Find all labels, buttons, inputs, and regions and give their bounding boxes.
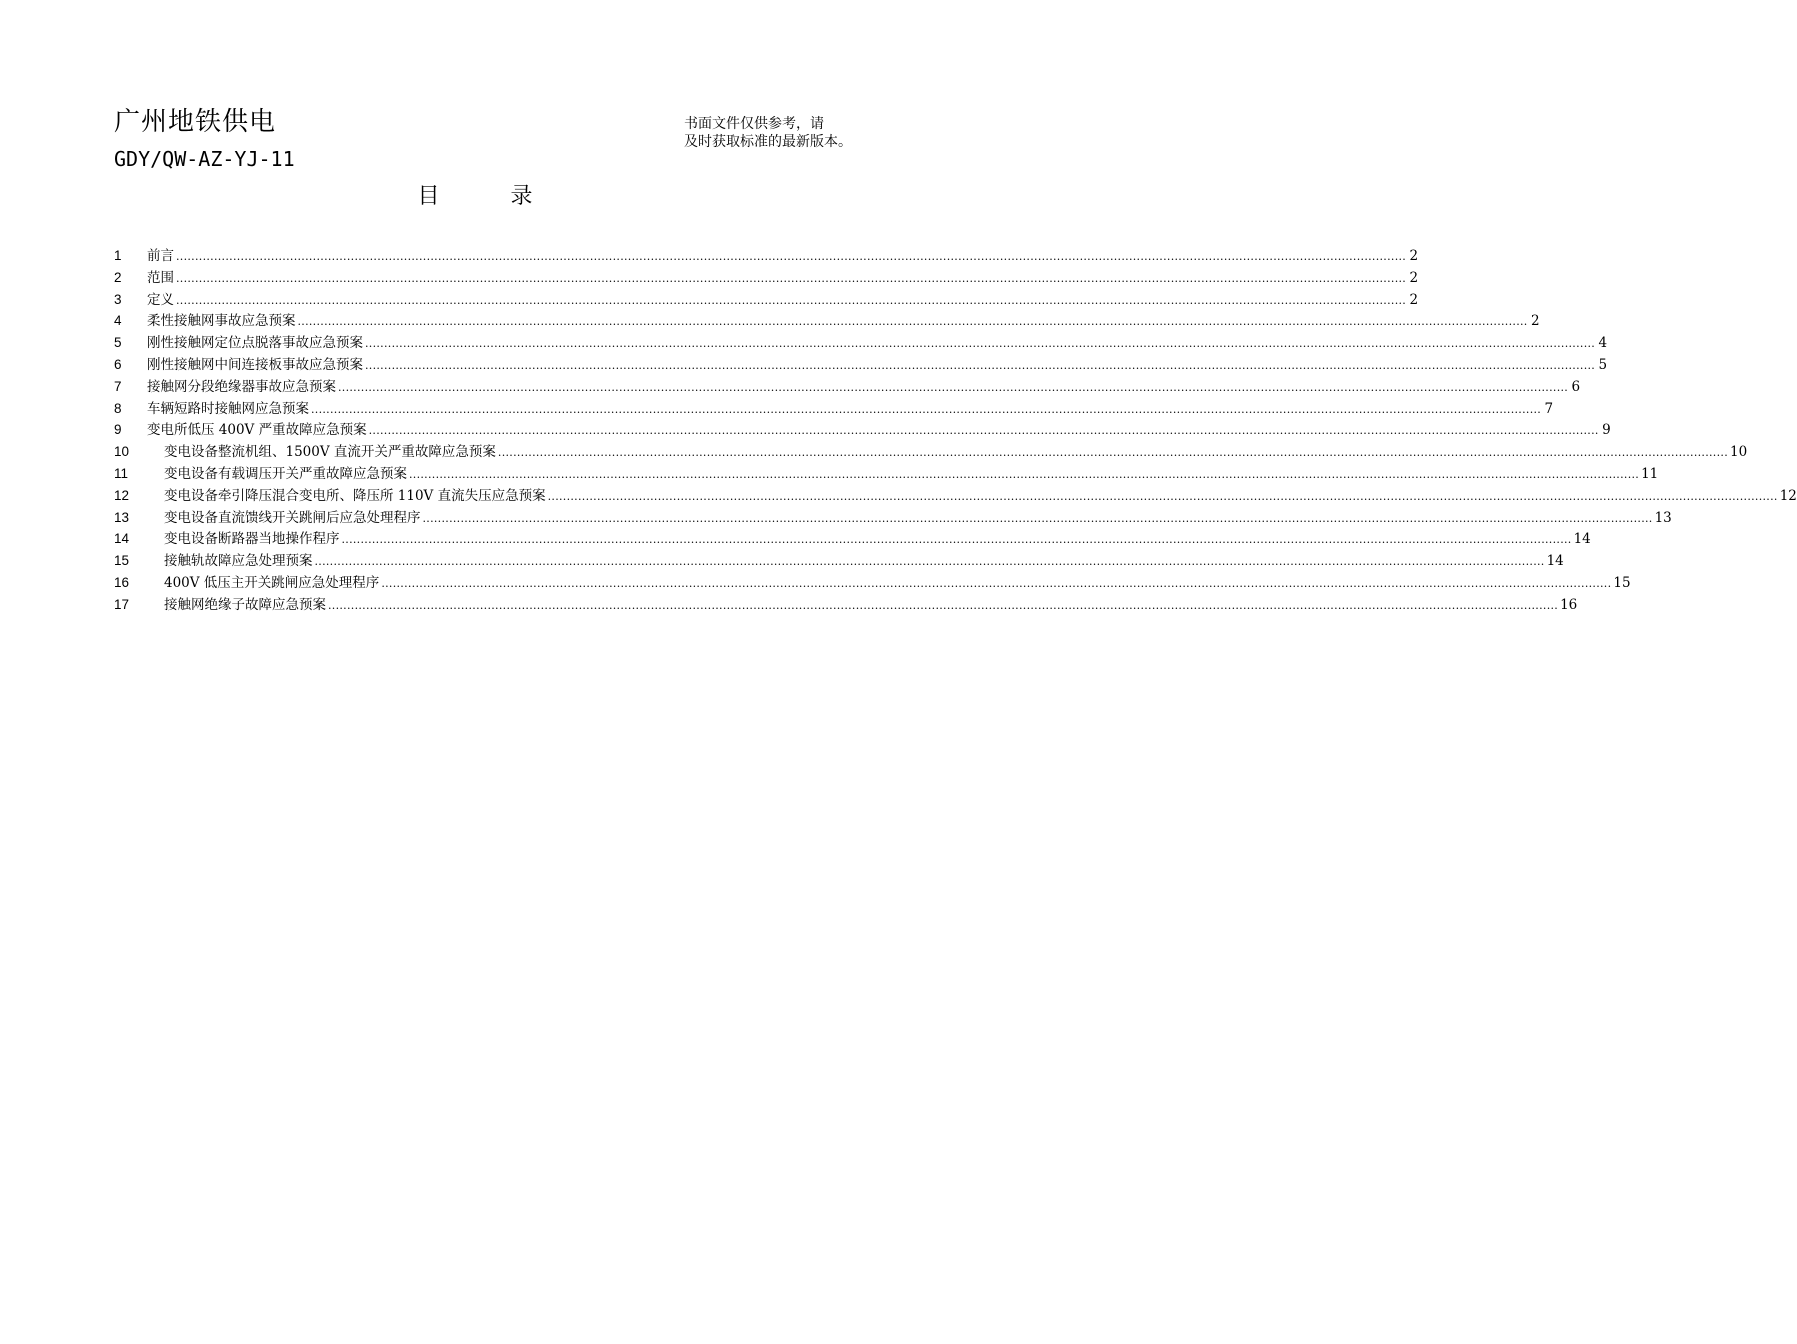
toc-entry-number: 14	[114, 531, 130, 547]
toc-entry-number: 12	[114, 487, 130, 503]
toc-entry[interactable]	[114, 354, 1608, 376]
toc-leader-dots	[498, 442, 1728, 464]
toc-entry-number: 2	[114, 269, 122, 285]
toc-entry-page: 12	[1779, 487, 1797, 504]
toc-entry-title: 接触网分段绝缘器事故应急预案	[147, 378, 336, 395]
toc-entry-title: 接触轨故障应急处理预案	[164, 553, 313, 570]
toc-entry-page: 9	[1602, 422, 1611, 439]
toc-entry-page: 2	[1531, 313, 1540, 330]
toc-entry[interactable]	[114, 441, 1748, 463]
toc-entry[interactable]	[114, 310, 1540, 332]
toc-entry[interactable]	[114, 267, 1419, 289]
toc-entry-number: 6	[114, 356, 122, 372]
toc-entry[interactable]	[114, 572, 1631, 594]
toc-leader-dots	[548, 486, 1778, 508]
toc-entry-title: 变电设备直流馈线开关跳闸后应急处理程序	[164, 509, 421, 526]
toc-leader-dots	[409, 464, 1639, 486]
toc-leader-dots	[298, 311, 1528, 333]
toc-leader-dots	[365, 333, 1595, 355]
toc-entry-title: 范围	[147, 269, 174, 286]
toc-entry-page: 11	[1641, 465, 1659, 482]
toc-entry-number: 5	[114, 335, 122, 351]
table-of-contents	[114, 245, 1797, 616]
toc-entry-page: 16	[1560, 596, 1578, 613]
toc-entry-title: 车辆短路时接触网应急预案	[147, 400, 309, 417]
toc-entry-title: 变电设备有载调压开关严重故障应急预案	[164, 465, 407, 482]
toc-entry[interactable]	[114, 463, 1659, 485]
toc-entry-number: 11	[114, 465, 129, 481]
toc-entry-page: 6	[1571, 378, 1581, 395]
notice-line-1: 书面文件仅供参考，请	[684, 116, 824, 132]
toc-entry[interactable]	[114, 398, 1554, 420]
toc-entry-number: 16	[114, 574, 130, 590]
toc-entry-title: 刚性接触网定位点脱落事故应急预案	[147, 335, 363, 352]
toc-entry[interactable]	[114, 245, 1419, 267]
toc-entry-page: 10	[1730, 444, 1748, 461]
toc-entry[interactable]	[114, 528, 1591, 550]
toc-leader-dots	[311, 399, 1541, 421]
reference-notice	[684, 115, 852, 151]
toc-entry[interactable]	[114, 594, 1578, 616]
toc-entry[interactable]	[114, 507, 1672, 529]
toc-leader-dots	[176, 268, 1406, 290]
toc-entry-page: 15	[1613, 574, 1631, 591]
toc-entry-title: 变电设备整流机组、1500V 直流开关严重故障应急预案	[164, 444, 496, 461]
toc-entry-title: 定义	[147, 291, 174, 308]
toc-leader-dots	[176, 246, 1406, 268]
document-code: GDY/QW-AZ-YJ-11	[114, 147, 295, 171]
toc-leader-dots	[369, 420, 1599, 442]
toc-leader-dots	[365, 355, 1595, 377]
toc-entry-title: 接触网绝缘子故障应急预案	[164, 596, 326, 613]
toc-entry-number: 13	[114, 509, 130, 525]
toc-entry-page: 14	[1573, 531, 1591, 548]
toc-entry[interactable]	[114, 550, 1564, 572]
toc-leader-dots	[342, 529, 1572, 551]
toc-entry-title: 变电所低压 400V 严重故障应急预案	[147, 422, 367, 439]
toc-entry[interactable]	[114, 376, 1581, 398]
toc-entry-number: 17	[114, 596, 130, 612]
toc-leader-dots	[176, 290, 1406, 312]
toc-entry[interactable]	[114, 419, 1611, 441]
toc-entry-title: 前言	[147, 248, 174, 264]
toc-leader-dots	[381, 573, 1611, 595]
toc-leader-dots	[328, 595, 1558, 617]
toc-entry-number: 9	[114, 422, 122, 438]
toc-entry-page: 2	[1409, 269, 1419, 286]
toc-entry-number: 1	[114, 248, 122, 263]
toc-entry[interactable]	[114, 485, 1797, 507]
toc-entry[interactable]	[114, 332, 1608, 354]
toc-leader-dots	[423, 508, 1653, 530]
toc-entry-number: 10	[114, 444, 130, 460]
toc-leader-dots	[315, 551, 1545, 573]
toc-entry-number: 7	[114, 378, 122, 394]
toc-entry-title: 刚性接触网中间连接板事故应急预案	[147, 356, 363, 373]
toc-entry-title: 400V 低压主开关跳闸应急处理程序	[164, 574, 380, 591]
organization-title: 广州地铁供电	[114, 107, 277, 137]
notice-line-2: 及时获取标准的最新版本。	[684, 134, 852, 150]
toc-entry-number: 15	[114, 553, 130, 569]
toc-entry-page: 2	[1409, 248, 1419, 264]
toc-entry-page: 4	[1598, 335, 1608, 352]
toc-entry-page: 7	[1544, 400, 1554, 417]
toc-leader-dots	[338, 377, 1568, 399]
toc-entry-number: 8	[114, 400, 122, 416]
toc-entry-title: 变电设备牵引降压混合变电所、降压所 110V 直流失压应急预案	[164, 487, 546, 504]
toc-entry-title: 柔性接触网事故应急预案	[147, 313, 296, 330]
toc-entry-page: 13	[1654, 509, 1672, 526]
toc-entry-page: 2	[1409, 291, 1419, 308]
toc-entry-page: 5	[1598, 356, 1608, 373]
toc-entry-number: 3	[114, 291, 122, 307]
toc-entry-title: 变电设备断路器当地操作程序	[164, 531, 340, 548]
toc-entry-number: 4	[114, 313, 122, 329]
toc-entry[interactable]	[114, 289, 1419, 311]
toc-heading: 目 录	[417, 184, 533, 209]
toc-entry-page: 14	[1546, 553, 1564, 570]
